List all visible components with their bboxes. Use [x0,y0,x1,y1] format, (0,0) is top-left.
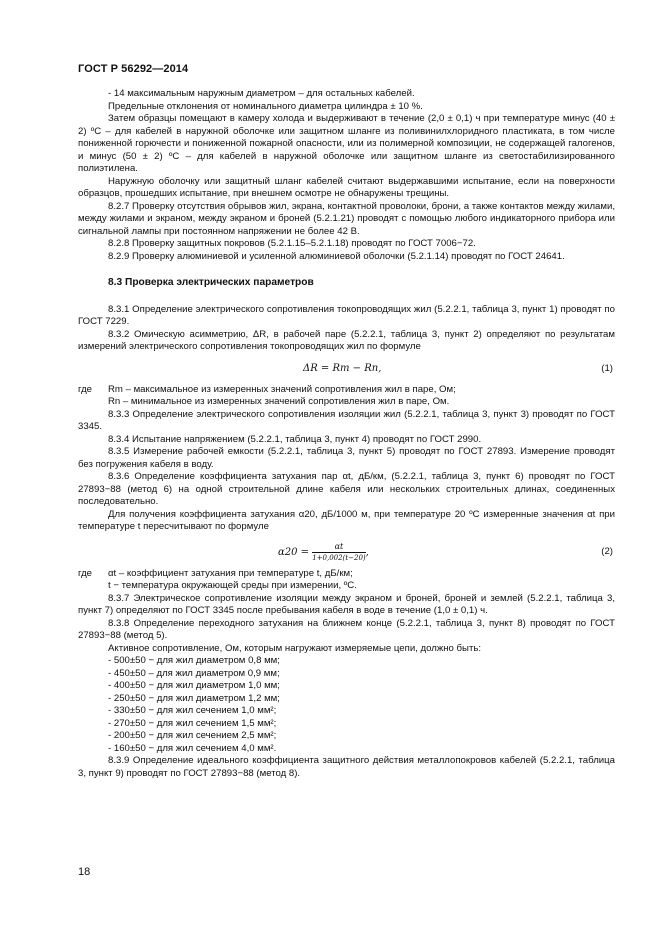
legend-line: αt – коэффициент затухания при температуре t, дБ/км; [108,567,353,579]
list-item: - 270±50 − для жил сечением 1,5 мм²; [108,717,277,729]
page-number: 18 [78,866,91,878]
paragraph: 8.2.8 Проверку защитных покровов (5.2.1.15–5.2.1.18) проводят по ГОСТ 7006−72. [108,238,476,249]
paragraph: 8.3.6 Определение коэффициента затухания пар αt, дБ/км, (5.2.2.1, таблица 3, пункт 6) проводят по ГОСТ 27893−88 (метод 6) на одной строительной длине кабеля или нескольких строительных длинах, соединенных последовательно. [78,471,615,507]
paragraph: 8.2.9 Проверку алюминиевой и усиленной алюминиевой оболочки (5.2.1.14) проводят по ГОСТ 24641. [108,250,565,262]
list-item: - 400±50 − для жил диаметром 1,0 мм; [108,680,280,691]
formula-2 [78,534,615,568]
list-item: - 200±50 − для жил сечением 2,5 мм²; [108,730,277,741]
paragraph: Для получения коэффициента затухания α20, дБ/1000 м, при температуре 20 ºС измеренные значения αt при температуре t пересчитывают по формуле [78,508,615,532]
legend-line: Rn – минимальное из измеренных значений сопротивления жил в паре, Ом. [108,396,450,407]
list-item: - 450±50 – для жил диаметром 0,9 мм; [108,667,280,679]
formula-2-numerator: αt [312,542,365,553]
paragraph: - 14 максимальным наружным диаметром – для остальных кабелей. [108,88,415,99]
formula-2-legend [78,568,615,593]
list-item: - 500±50 − для жил диаметром 0,8 мм; [108,655,280,666]
formula-2-number: (2) [601,545,613,557]
formula-1-legend [78,384,615,409]
paragraph: 8.3.8 Определение переходного затухания на ближнем конце (5.2.2.1, таблица 3, пункт 8) проводят по ГОСТ 27893−88 (метод 5). [78,617,615,641]
paragraph: 8.3.1 Определение электрического сопротивления токопроводящих жил (5.2.2.1, таблица 3, пункт 1) проводят по ГОСТ 7229. [78,303,615,327]
formula-2-left: α20 = [278,546,310,558]
where-label: где [78,383,93,395]
paragraph: Затем образцы помещают в камеру холода и выдерживают в течение (2,0 ± 0,1) ч при температуре минус (40 ± 2) ºС – для кабелей в наружной оболочке или защитном шланге из поливинилхлоридного пластиката, в том числе пониженной горючести и пониженной пожарной опасности, или из полимерной композиции, не содержащей галогенов, и минус (50 ± 2) ºС – для кабелей в наружной оболочке или защитном шланге из светостабилизированного полиэтилена. [78,113,615,174]
paragraph: Предельные отклонения от номинального диаметра цилиндра ± 10 %. [108,100,423,112]
paragraph: 8.3.4 Испытание напряжением (5.2.2.1, таблица 3, пункт 4) проводят по ГОСТ 2990. [108,433,482,445]
formula-2-fraction [312,542,365,563]
paragraph: Наружную оболочку или защитный шланг кабелей считают выдержавшими испытание, если на поверхности образцов, прошедших испытание, при внешнем осмотре не обнаружены трещины. [78,175,615,199]
formula-1-number: (1) [601,362,613,374]
list-item: - 250±50 − для жил диаметром 1,2 мм; [108,692,280,704]
formula-2-expression [278,542,369,563]
standard-header: ГОСТ Р 56292—2014 [78,63,189,75]
formula-2-tail: , [365,546,369,558]
paragraph: 8.3.2 Омическую асимметрию, ΔR, в рабочей паре (5.2.2.1, таблица 3, пункт 2) определяют по результатам измерений электрического сопротивления токопроводящих жил по формуле [78,328,615,352]
formula-1-expression: ΔR = Rm − Rn, [303,362,382,374]
section-heading: 8.3 Проверка электрических параметров [108,277,314,288]
paragraph: Активное сопротивление, Ом, которым нагружают измеряемые цепи, должно быть: [108,642,481,654]
paragraph: 8.3.5 Измерение рабочей емкости (5.2.2.1, таблица 3, пункт 5) проводят по ГОСТ 27893. Измерение проводят без погружения кабеля в воду. [78,446,615,470]
list-item: - 160±50 − для жил сечением 4,0 мм². [108,742,277,754]
paragraph: 8.3.7 Электрическое сопротивление изоляции между экраном и броней, броней и землей (5.2.2.1, таблица 3, пункт 7) определяют по ГОСТ 3345 после пребывания кабеля в воде в течение (1,0 ± 0,1) ч. [78,592,615,616]
list-item: - 330±50 − для жил сечением 1,0 мм²; [108,705,277,716]
document-body [78,88,615,780]
formula-1 [78,354,615,384]
paragraph: 8.3.9 Определение идеального коэффициента защитного действия металлопокровов кабелей (5.2.2.1, таблица 3, пункт 9) проводят по ГОСТ 27893−88 (метод 8). [78,755,615,779]
legend-line: t − температура окружающей среды при измерении, ºС. [108,580,357,591]
paragraph: 8.2.7 Проверку отсутствия обрывов жил, экрана, контактной проволоки, брони, а также контактов между жилами, между жилами и экраном, между экраном и броней (5.2.1.21) проводят с помощью любого индикаторного прибора или сигнальной лампы при постоянном напряжении не более 42 В. [78,200,615,237]
where-label: где [78,567,93,579]
formula-2-denominator: 1+0,002(t−20) [312,553,366,562]
paragraph: 8.3.3 Определение электрического сопротивления изоляции жил (5.2.2.1, таблица 3, пункт 3) проводят по ГОСТ 3345. [78,408,615,432]
legend-line: Rm – максимальное из измеренных значений сопротивления жил в паре, Ом; [108,383,456,395]
